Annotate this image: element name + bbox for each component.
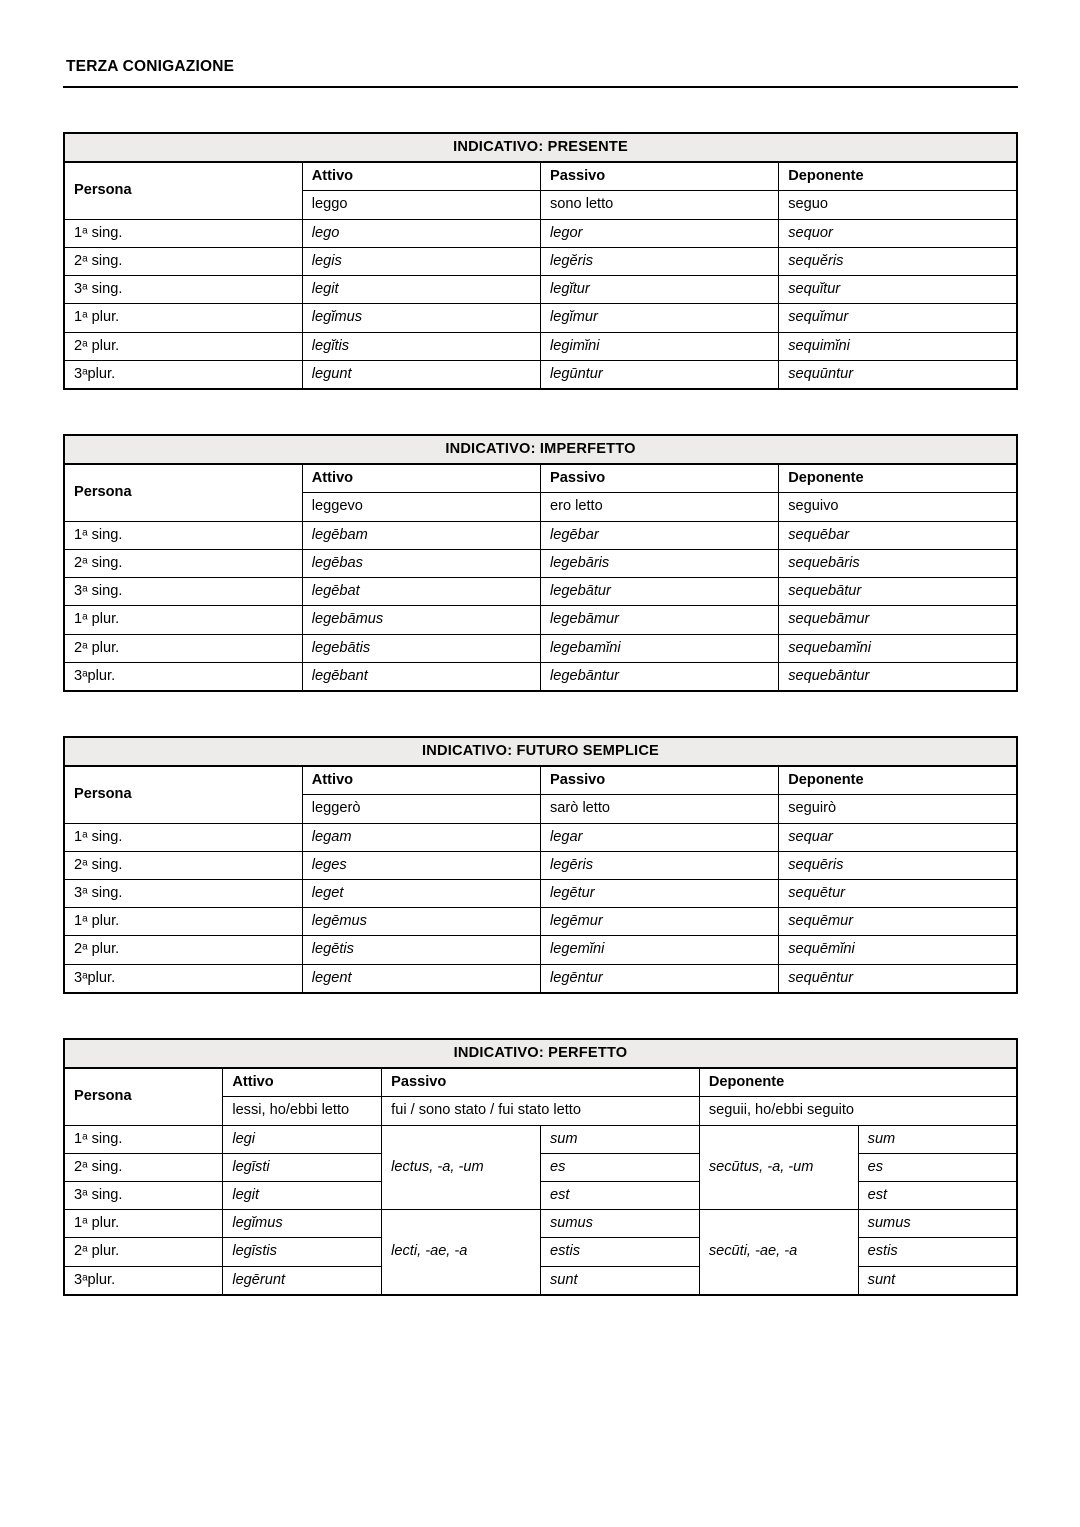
passivo-header: Passivo <box>541 162 779 191</box>
form-attivo: legīstis <box>223 1238 382 1266</box>
form-attivo: legērunt <box>223 1266 382 1295</box>
form-attivo: legēmus <box>302 908 540 936</box>
form-deponente: sequĭmur <box>779 304 1017 332</box>
form-passivo: legĭtur <box>541 276 779 304</box>
table-row <box>64 851 1017 879</box>
participle-passivo-singular: lectus, -a, -um <box>382 1125 541 1210</box>
form-passivo: legebāntur <box>541 662 779 691</box>
auxiliary-passivo: estis <box>540 1238 699 1266</box>
form-passivo: legebāris <box>541 549 779 577</box>
person-label: 3ᵃplur. <box>64 360 302 389</box>
form-attivo: legi <box>223 1125 382 1153</box>
form-attivo: legunt <box>302 360 540 389</box>
table-indicativo-presente <box>63 132 1018 390</box>
person-label: 1ᵃ sing. <box>64 219 302 247</box>
form-deponente: sequimĭni <box>779 332 1017 360</box>
table-row <box>64 1210 1017 1238</box>
form-attivo: legit <box>223 1182 382 1210</box>
form-deponente: sequētur <box>779 880 1017 908</box>
table-caption-row <box>64 435 1017 464</box>
persona-header: Persona <box>64 464 302 521</box>
person-label: 1ᵃ sing. <box>64 823 302 851</box>
persona-header: Persona <box>64 162 302 219</box>
form-passivo: legĕris <box>541 247 779 275</box>
form-attivo: legĭtis <box>302 332 540 360</box>
table-row <box>64 1125 1017 1153</box>
form-attivo: leges <box>302 851 540 879</box>
form-passivo: legēmur <box>541 908 779 936</box>
form-passivo: legĭmur <box>541 304 779 332</box>
title-divider <box>63 86 1018 88</box>
table-row <box>64 908 1017 936</box>
person-label: 3ᵃ sing. <box>64 276 302 304</box>
person-label: 3ᵃ sing. <box>64 1182 223 1210</box>
page-title: TERZA CONIGAZIONE <box>66 58 235 75</box>
table-caption: INDICATIVO: FUTURO SEMPLICE <box>64 737 1017 766</box>
person-label: 2ᵃ sing. <box>64 247 302 275</box>
deponente-gloss: seguivo <box>779 493 1017 521</box>
attivo-header: Attivo <box>302 162 540 191</box>
person-label: 3ᵃplur. <box>64 662 302 691</box>
form-deponente: sequar <box>779 823 1017 851</box>
table-row <box>64 549 1017 577</box>
table-row <box>64 332 1017 360</box>
table-row <box>64 247 1017 275</box>
form-deponente: sequebāmur <box>779 606 1017 634</box>
auxiliary-passivo: est <box>540 1182 699 1210</box>
form-attivo: legebātis <box>302 634 540 662</box>
person-label: 2ᵃ plur. <box>64 634 302 662</box>
passivo-gloss: sono letto <box>541 191 779 219</box>
person-label: 1ᵃ plur. <box>64 1210 223 1238</box>
auxiliary-deponente: sunt <box>858 1266 1017 1295</box>
auxiliary-deponente: est <box>858 1182 1017 1210</box>
table-indicativo-imperfetto <box>63 434 1018 692</box>
form-deponente: sequĕris <box>779 247 1017 275</box>
passivo-header: Passivo <box>541 766 779 795</box>
table-caption: INDICATIVO: IMPERFETTO <box>64 435 1017 464</box>
form-deponente: sequĭtur <box>779 276 1017 304</box>
deponente-gloss: seguirò <box>779 795 1017 823</box>
form-deponente: sequēris <box>779 851 1017 879</box>
participle-deponente-singular: secūtus, -a, -um <box>699 1125 858 1210</box>
table-row <box>64 578 1017 606</box>
person-label: 1ᵃ plur. <box>64 304 302 332</box>
form-passivo: legēntur <box>541 964 779 993</box>
form-attivo: legētis <box>302 936 540 964</box>
table-caption-row <box>64 737 1017 766</box>
auxiliary-passivo: sunt <box>540 1266 699 1295</box>
attivo-gloss: leggevo <box>302 493 540 521</box>
form-passivo: legor <box>541 219 779 247</box>
deponente-header: Deponente <box>699 1068 1017 1097</box>
form-deponente: sequebātur <box>779 578 1017 606</box>
table-row <box>64 880 1017 908</box>
person-label: 3ᵃplur. <box>64 964 302 993</box>
table-header-row <box>64 766 1017 795</box>
deponente-header: Deponente <box>779 766 1017 795</box>
auxiliary-passivo: es <box>540 1153 699 1181</box>
auxiliary-deponente: estis <box>858 1238 1017 1266</box>
deponente-header: Deponente <box>779 464 1017 493</box>
table-row <box>64 964 1017 993</box>
table-row <box>64 634 1017 662</box>
person-label: 1ᵃ sing. <box>64 1125 223 1153</box>
person-label: 1ᵃ plur. <box>64 606 302 634</box>
person-label: 2ᵃ plur. <box>64 332 302 360</box>
form-deponente: sequebāntur <box>779 662 1017 691</box>
participle-passivo-plural: lecti, -ae, -a <box>382 1210 541 1295</box>
passivo-header: Passivo <box>541 464 779 493</box>
table-caption-row <box>64 1039 1017 1068</box>
person-label: 3ᵃplur. <box>64 1266 223 1295</box>
table-row <box>64 1153 1017 1181</box>
table-row <box>64 823 1017 851</box>
table-row <box>64 276 1017 304</box>
auxiliary-deponente: sumus <box>858 1210 1017 1238</box>
form-attivo: legēbas <box>302 549 540 577</box>
auxiliary-passivo: sum <box>540 1125 699 1153</box>
form-deponente: sequūntur <box>779 360 1017 389</box>
form-deponente: sequēmĭni <box>779 936 1017 964</box>
table-indicativo-futuro-semplice <box>63 736 1018 994</box>
form-deponente: sequēntur <box>779 964 1017 993</box>
deponente-header: Deponente <box>779 162 1017 191</box>
table-indicativo-perfetto <box>63 1038 1018 1296</box>
table-row <box>64 606 1017 634</box>
form-passivo: legimĭni <box>541 332 779 360</box>
deponente-gloss: seguii, ho/ebbi seguito <box>699 1097 1017 1125</box>
form-attivo: legēbam <box>302 521 540 549</box>
person-label: 2ᵃ plur. <box>64 1238 223 1266</box>
persona-header: Persona <box>64 1068 223 1125</box>
person-label: 1ᵃ plur. <box>64 908 302 936</box>
persona-header: Persona <box>64 766 302 823</box>
form-passivo: legēbar <box>541 521 779 549</box>
form-passivo: legēris <box>541 851 779 879</box>
person-label: 1ᵃ sing. <box>64 521 302 549</box>
form-passivo: legebātur <box>541 578 779 606</box>
form-attivo: legēbat <box>302 578 540 606</box>
person-label: 2ᵃ sing. <box>64 549 302 577</box>
table-row <box>64 662 1017 691</box>
table-caption: INDICATIVO: PRESENTE <box>64 133 1017 162</box>
person-label: 3ᵃ sing. <box>64 880 302 908</box>
form-passivo: legebamĭni <box>541 634 779 662</box>
attivo-header: Attivo <box>223 1068 382 1097</box>
form-attivo: legĭmus <box>302 304 540 332</box>
table-caption: INDICATIVO: PERFETTO <box>64 1039 1017 1068</box>
form-attivo: legent <box>302 964 540 993</box>
person-label: 2ᵃ sing. <box>64 1153 223 1181</box>
form-passivo: legemĭni <box>541 936 779 964</box>
deponente-gloss: seguo <box>779 191 1017 219</box>
form-passivo: legētur <box>541 880 779 908</box>
table-row <box>64 1266 1017 1295</box>
form-deponente: sequebāris <box>779 549 1017 577</box>
table-header-row <box>64 162 1017 191</box>
form-attivo: lego <box>302 219 540 247</box>
table-header-row <box>64 464 1017 493</box>
person-label: 2ᵃ plur. <box>64 936 302 964</box>
auxiliary-passivo: sumus <box>540 1210 699 1238</box>
form-attivo: legēbant <box>302 662 540 691</box>
table-row <box>64 936 1017 964</box>
table-row <box>64 304 1017 332</box>
form-attivo: legis <box>302 247 540 275</box>
passivo-header: Passivo <box>382 1068 700 1097</box>
form-passivo: legūntur <box>541 360 779 389</box>
participle-deponente-plural: secūti, -ae, -a <box>699 1210 858 1295</box>
form-attivo: legebāmus <box>302 606 540 634</box>
table-row <box>64 219 1017 247</box>
form-deponente: sequor <box>779 219 1017 247</box>
form-attivo: legīsti <box>223 1153 382 1181</box>
table-header-row <box>64 1068 1017 1097</box>
attivo-header: Attivo <box>302 766 540 795</box>
table-row <box>64 1238 1017 1266</box>
passivo-gloss: fui / sono stato / fui stato letto <box>382 1097 700 1125</box>
person-label: 3ᵃ sing. <box>64 578 302 606</box>
attivo-gloss: lessi, ho/ebbi letto <box>223 1097 382 1125</box>
passivo-gloss: sarò letto <box>541 795 779 823</box>
table-row <box>64 521 1017 549</box>
passivo-gloss: ero letto <box>541 493 779 521</box>
form-deponente: sequēbar <box>779 521 1017 549</box>
form-attivo: legam <box>302 823 540 851</box>
table-row <box>64 1182 1017 1210</box>
form-attivo: legĭmus <box>223 1210 382 1238</box>
table-caption-row <box>64 133 1017 162</box>
table-row <box>64 360 1017 389</box>
form-attivo: leget <box>302 880 540 908</box>
form-attivo: legit <box>302 276 540 304</box>
auxiliary-deponente: sum <box>858 1125 1017 1153</box>
form-passivo: legar <box>541 823 779 851</box>
attivo-header: Attivo <box>302 464 540 493</box>
auxiliary-deponente: es <box>858 1153 1017 1181</box>
person-label: 2ᵃ sing. <box>64 851 302 879</box>
form-passivo: legebāmur <box>541 606 779 634</box>
form-deponente: sequēmur <box>779 908 1017 936</box>
attivo-gloss: leggerò <box>302 795 540 823</box>
form-deponente: sequebamĭni <box>779 634 1017 662</box>
attivo-gloss: leggo <box>302 191 540 219</box>
